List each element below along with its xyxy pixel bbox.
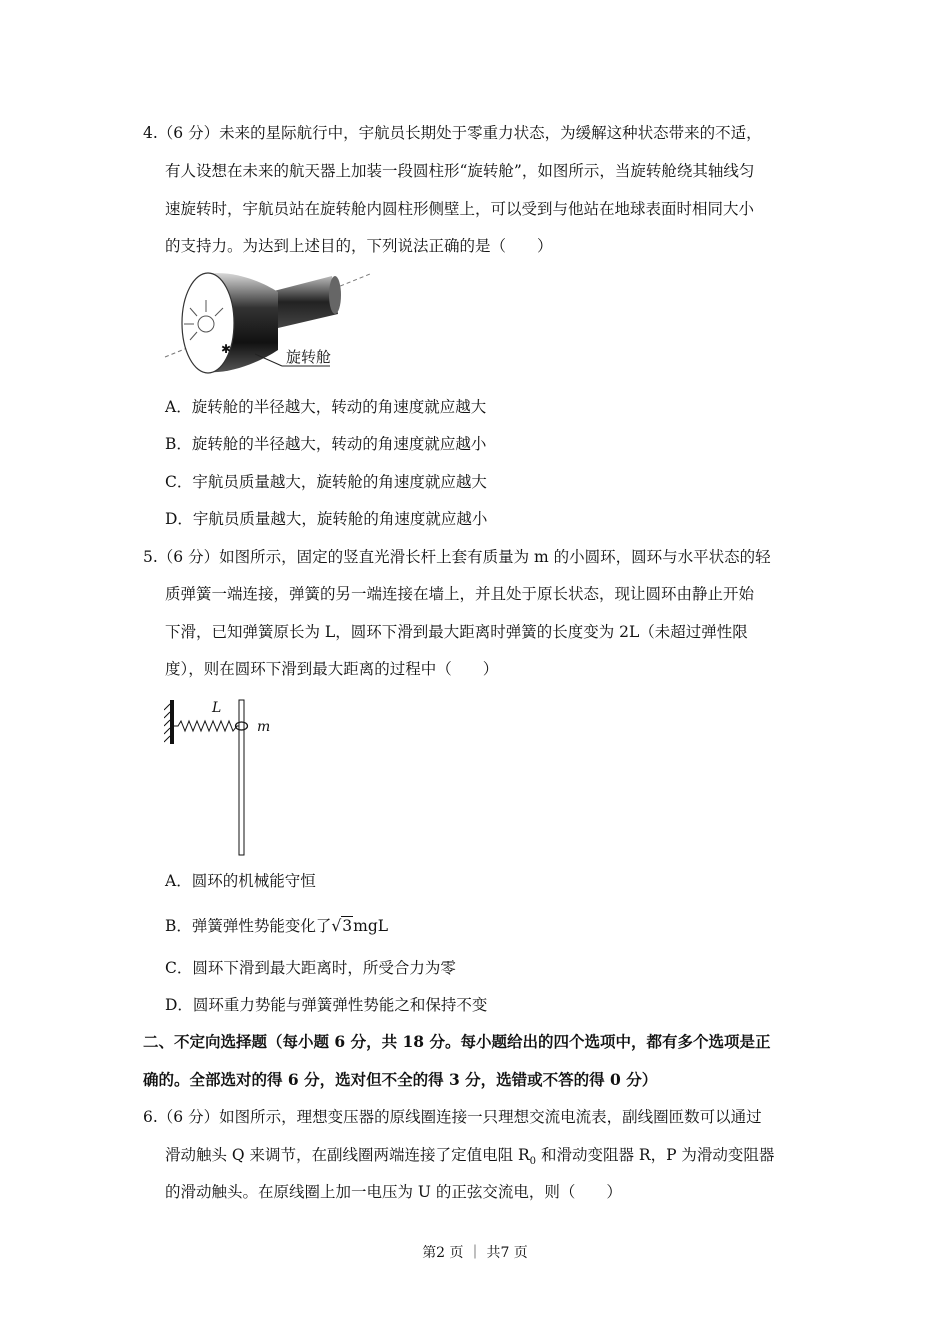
q5-option-a[interactable]: A．圆环的机械能守恒 xyxy=(165,872,316,890)
spring xyxy=(174,721,240,731)
q5-stem-line-2: 质弹簧一端连接，弹簧的另一端连接在墙上，并且处于原长状态，现让圆环由静止开始 xyxy=(165,585,755,603)
q5-option-b-prefix: B．弹簧弹性势能变化了 xyxy=(165,917,332,935)
q4-stem-line-3: 速旋转时，宇航员站在旋转舱内圆柱形侧壁上，可以受到与他站在地球表面时相同大小 xyxy=(165,200,755,218)
section-2-heading-line-1: 二、不定向选择题（每小题 6 分，共 18 分。每小题给出的四个选项中，都有多个选项是正 xyxy=(143,1032,771,1051)
astronaut-mark: ✱ xyxy=(221,342,232,356)
q5-option-b[interactable] xyxy=(165,915,388,937)
q4-stem-line-2: 有人设想在未来的航天器上加装一段圆柱形“旋转舱”，如图所示，当旋转舱绕其轴线匀 xyxy=(165,162,755,180)
section-2-heading-line-2: 确的。全部选对的得 6 分，选对但不全的得 3 分，选错或不答的得 0 分） xyxy=(143,1070,658,1089)
rotating-cabin-figure xyxy=(160,262,375,387)
radicand: 3 xyxy=(342,917,353,935)
shaft-end xyxy=(329,276,341,314)
q5-stem-line-1: 5.（6 分）如图所示，固定的竖直光滑长杆上套有质量为 m 的小圆环，圆环与水平状态的轻 xyxy=(143,548,771,566)
label-L: L xyxy=(212,700,222,716)
label-m: m xyxy=(257,719,271,735)
q5-stem-line-3: 下滑，已知弹簧原长为 L，圆环下滑到最大距离时弹簧的长度变为 2L（未超过弹性限 xyxy=(165,623,748,641)
sqrt-symbol: √3 xyxy=(331,917,353,935)
q5-stem-line-4: 度），则在圆环下滑到最大距离的过程中（ ） xyxy=(165,660,499,678)
r0-subscript: 0 xyxy=(529,1156,537,1168)
q6-line2-suffix: 和滑动变阻器 R，P 为滑动变阻器 xyxy=(536,1146,775,1164)
q5-option-c[interactable]: C．圆环下滑到最大距离时，所受合力为零 xyxy=(165,959,456,977)
spring-ring-figure xyxy=(164,690,284,858)
q4-option-a[interactable]: A．旋转舱的半径越大，转动的角速度就应越大 xyxy=(165,398,487,416)
q4-stem-line-1: 4.（6 分）未来的星际航行中，宇航员长期处于零重力状态，为缓解这种状态带来的不适， xyxy=(143,124,762,142)
q6-stem-line-3: 的滑动触头。在原线圈上加一电压为 U 的正弦交流电，则（ ） xyxy=(165,1183,622,1201)
q4-stem-line-4: 的支持力。为达到上述目的，下列说法正确的是（ ） xyxy=(165,237,553,255)
q4-option-c[interactable]: C．宇航员质量越大，旋转舱的角速度就应越大 xyxy=(165,473,487,491)
q6-stem-line-2 xyxy=(165,1144,774,1173)
q5-option-b-suffix: mgL xyxy=(353,917,389,935)
vertical-rod xyxy=(239,700,244,855)
drum-face xyxy=(182,273,234,373)
q5-option-d[interactable]: D．圆环重力势能与弹簧弹性势能之和保持不变 xyxy=(165,996,488,1014)
q6-stem-line-1: 6.（6 分）如图所示，理想变压器的原线圈连接一只理想交流电流表，副线圈匝数可以通过 xyxy=(143,1108,762,1126)
q6-line2-prefix: 滑动触头 Q 来调节，在副线圈两端连接了定值电阻 R xyxy=(165,1146,530,1164)
shaft-shape xyxy=(270,276,338,328)
q4-option-d[interactable]: D．宇航员质量越大，旋转舱的角速度就应越小 xyxy=(165,510,488,528)
page-footer: 第2 页 ｜ 共7 页 xyxy=(422,1245,528,1261)
cabin-label: 旋转舱 xyxy=(286,348,332,366)
q4-option-b[interactable]: B．旋转舱的半径越大，转动的角速度就应越小 xyxy=(165,435,487,453)
wall xyxy=(170,700,174,744)
